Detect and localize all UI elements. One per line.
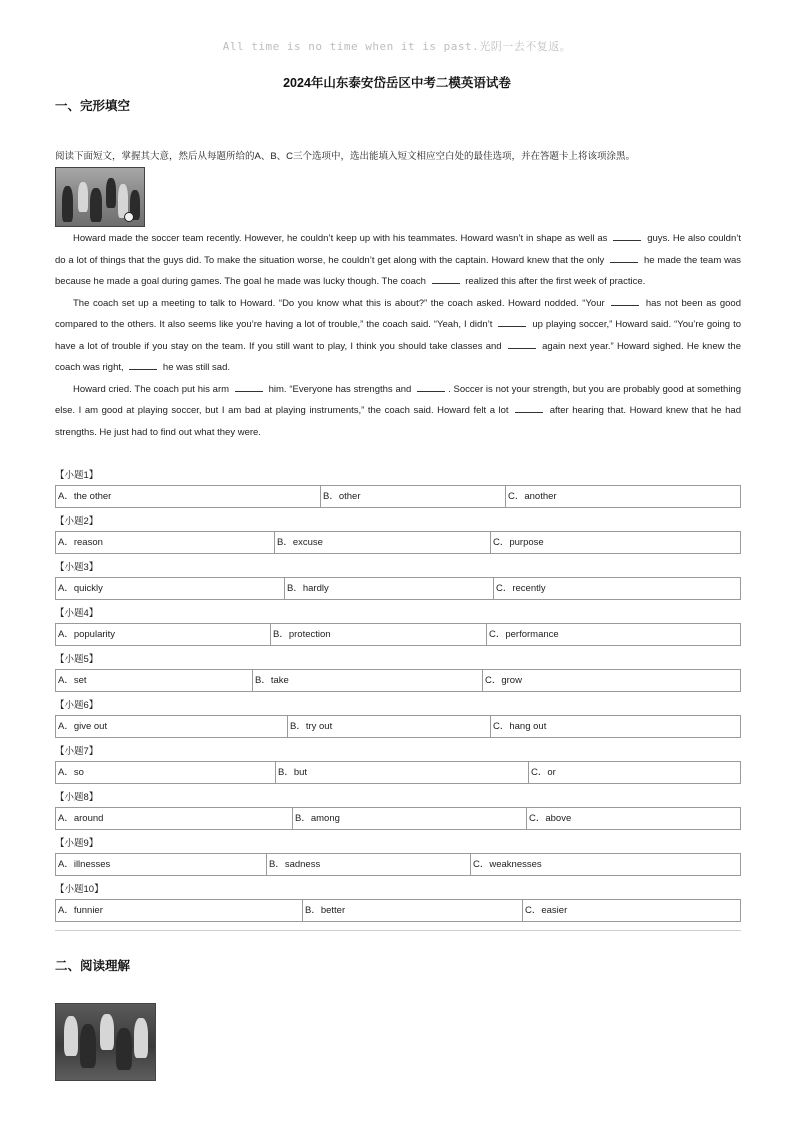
option-row: [55, 715, 741, 738]
answer-blank: [508, 338, 536, 349]
question-label: 【小题5】: [55, 654, 99, 665]
option-b[interactable]: B．among: [293, 808, 527, 829]
option-row: [55, 577, 741, 600]
option-c[interactable]: C．performance: [489, 629, 559, 640]
option-a[interactable]: A．funnier: [56, 900, 303, 921]
option-c[interactable]: C．hang out: [493, 721, 547, 732]
option-row: [55, 623, 741, 646]
question-label: 【小题1】: [55, 470, 99, 481]
answer-blank: [515, 402, 543, 413]
question-label: 【小题6】: [55, 700, 99, 711]
option-a[interactable]: A．set: [56, 670, 253, 691]
option-row: [55, 807, 741, 830]
section-divider: [55, 930, 741, 931]
option-a[interactable]: A．give out: [56, 716, 288, 737]
option-row: [55, 761, 741, 784]
option-a[interactable]: A．popularity: [56, 624, 271, 645]
answer-blank: [498, 316, 526, 327]
question-label: 【小题7】: [55, 746, 99, 757]
header-motto: All time is no time when it is past.光阴一去不复返。: [222, 40, 572, 53]
option-b[interactable]: B．protection: [271, 624, 487, 645]
answer-blank: [611, 295, 639, 306]
section-heading-cloze: 一、完形填空: [55, 98, 131, 113]
option-c[interactable]: C．or: [531, 767, 556, 778]
option-row: [55, 899, 741, 922]
option-b[interactable]: B．take: [253, 670, 483, 691]
question-label: 【小题3】: [55, 562, 99, 573]
passage-paragraph: The coach set up a meeting to talk to Howard. “Do you know what this is about?” the coach asked. Howard nodded. “Your has not been as good compared to the others. It also seems like you’re having a lot of trouble,” the coach said. “Yeah, I didn’t up playing soccer,” Howard said. “You’re going to have a lot of trouble if you stay on the team. If you still want to play, I think you should take classes and again next year.” Howard sighed. He knew the coach was right, he was still sad.: [55, 293, 741, 379]
answer-blank: [610, 252, 638, 263]
answer-blank: [129, 359, 157, 370]
option-c[interactable]: C．grow: [485, 675, 522, 686]
option-a[interactable]: A．around: [56, 808, 293, 829]
answer-blank: [235, 381, 263, 392]
option-c[interactable]: C．recently: [496, 583, 546, 594]
question-label: 【小题4】: [55, 608, 99, 619]
option-b[interactable]: B．sadness: [267, 854, 471, 875]
answer-blank: [613, 230, 641, 241]
option-b[interactable]: B．hardly: [285, 578, 494, 599]
question-label: 【小题9】: [55, 838, 99, 849]
question-label: 【小题8】: [55, 792, 99, 803]
question-label: 【小题10】: [55, 884, 104, 895]
option-c[interactable]: C．weaknesses: [473, 859, 542, 870]
option-a[interactable]: A．so: [56, 762, 276, 783]
option-row: [55, 485, 741, 508]
soccer-photo: [55, 167, 145, 227]
option-c[interactable]: C．another: [508, 491, 557, 502]
passage-paragraph: Howard cried. The coach put his arm him. “Everyone has strengths and . Soccer is not your strength, but you are probably good at something else. I am good at playing soccer, but I am bad at playing instruments,” the coach said. Howard felt a lot after hearing that. Howard knew that he had strengths. He just had to find out what they were.: [55, 379, 741, 444]
option-a[interactable]: A．quickly: [56, 578, 285, 599]
team-photo: [55, 1003, 156, 1081]
option-c[interactable]: C．easier: [525, 905, 568, 916]
option-row: [55, 853, 741, 876]
option-a[interactable]: A．the other: [56, 486, 321, 507]
passage-paragraph: Howard made the soccer team recently. However, he couldn’t keep up with his teammates. Howard wasn’t in shape as well as guys. He also couldn’t do a lot of things that the guys did. To make the situation worse, he couldn’t get along with the captain. Howard knew that the only he made the team was because he made a goal during games. The goal he made was lucky though. The coach realized this after the first week of practice.: [55, 228, 741, 293]
cloze-passage: [55, 228, 741, 443]
instructions-text: 阅读下面短文，掌握其大意，然后从每题所给的A、B、C三个选项中，选出能填入短文相应空白处的最佳选项，并在答题卡上将该项涂黑。: [55, 151, 636, 162]
option-b[interactable]: B．better: [303, 900, 523, 921]
option-b[interactable]: B．try out: [288, 716, 491, 737]
document-title: 2024年山东泰安岱岳区中考二模英语试卷: [283, 76, 511, 90]
question-label: 【小题2】: [55, 516, 99, 527]
answer-blank: [417, 381, 445, 392]
option-c[interactable]: C．purpose: [493, 537, 544, 548]
section-heading-reading: 二、阅读理解: [55, 958, 131, 973]
answer-blank: [432, 273, 460, 284]
question-list: [55, 466, 741, 926]
option-b[interactable]: B．excuse: [275, 532, 491, 553]
option-row: [55, 669, 741, 692]
option-b[interactable]: B．other: [321, 486, 506, 507]
option-a[interactable]: A．illnesses: [56, 854, 267, 875]
option-row: [55, 531, 741, 554]
option-c[interactable]: C．above: [529, 813, 572, 824]
option-a[interactable]: A．reason: [56, 532, 275, 553]
option-b[interactable]: B．but: [276, 762, 529, 783]
